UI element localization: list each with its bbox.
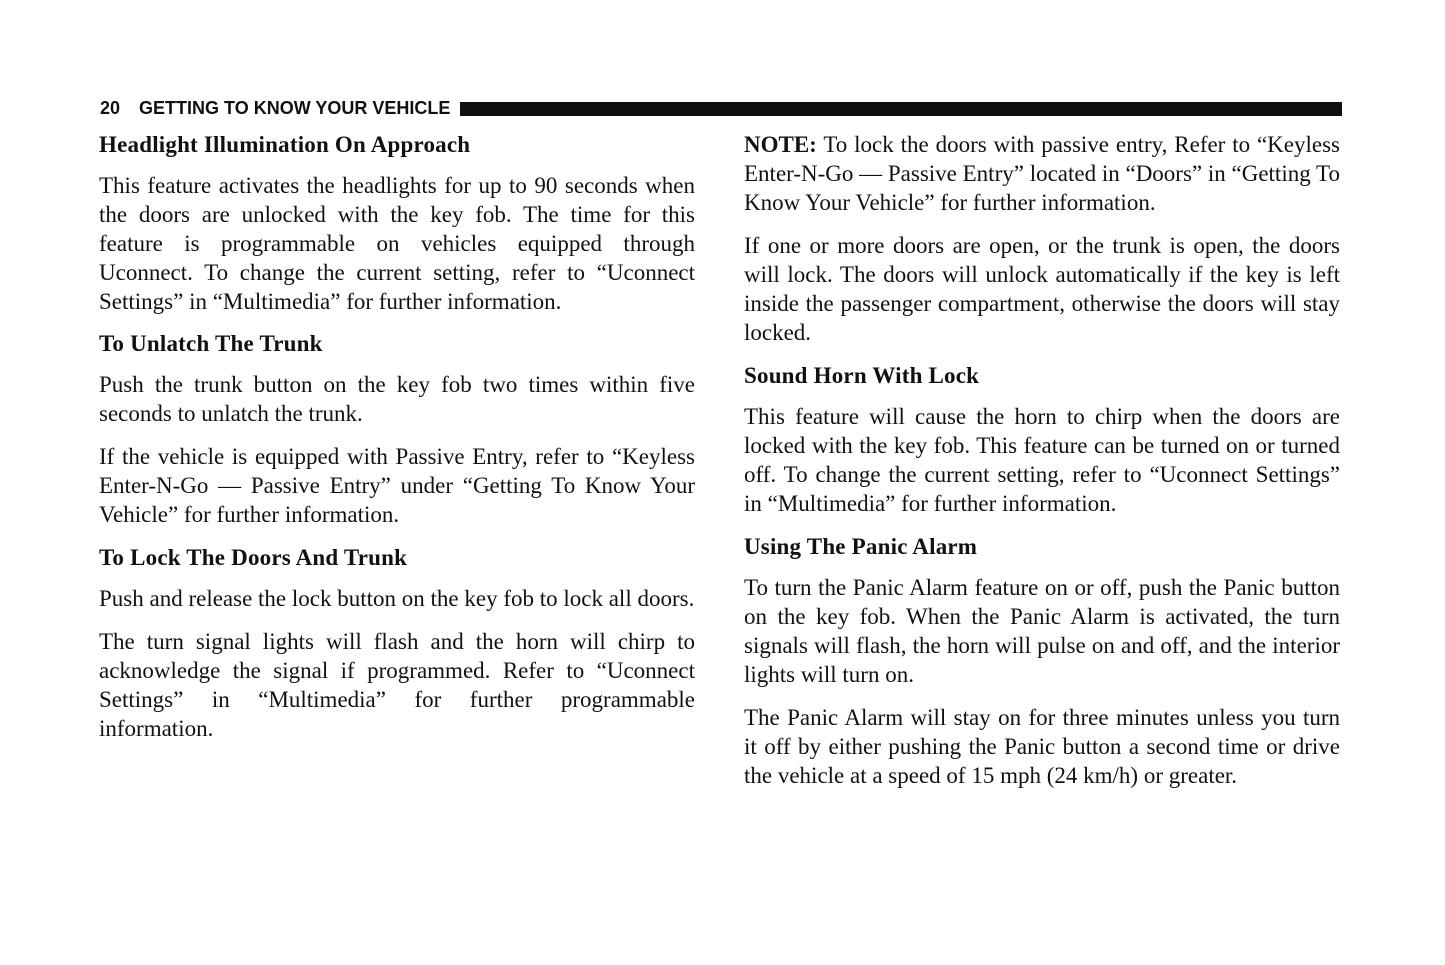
paragraph-unlatch-trunk: Push the trunk button on the key fob two times within five seconds to unlatch the trunk. <box>99 372 695 426</box>
header-rule-bar <box>460 102 1342 116</box>
heading-unlatch-trunk: To Unlatch The Trunk <box>99 331 323 356</box>
heading-sound-horn-lock: Sound Horn With Lock <box>744 363 980 388</box>
paragraph-lock-all-doors: Push and release the lock button on the key fob to lock all doors. <box>99 586 695 611</box>
paragraph-headlight-illumination: This feature activates the headlights for up to 90 seconds when the doors are unlocked with the key fob. The time for this feature is programmable on vehicles equipped through Uconnect. To change the current setting, refer to “Uconnect Settings” in “Multimedia” for further information. <box>99 173 695 314</box>
heading-panic-alarm: Using The Panic Alarm <box>744 534 978 559</box>
heading-headlight-illumination: Headlight Illumination On Approach <box>99 132 471 157</box>
right-column <box>744 130 1340 804</box>
paragraph-passive-entry-reference: If the vehicle is equipped with Passive Entry, refer to “Keyless Enter-N-Go — Passive Entry” under “Getting To Know Your Vehicle” for further information. <box>99 444 695 527</box>
note-passive-entry <box>744 130 1340 217</box>
paragraph-panic-alarm-duration: The Panic Alarm will stay on for three minutes unless you turn it off by either pushing the Panic button a second time or drive the vehicle at a speed of 15 mph (24 km/h) or greater. <box>744 705 1340 788</box>
note-label: NOTE: <box>744 132 817 157</box>
note-text: To lock the doors with passive entry, Refer to “Keyless Enter-N-Go — Passive Entry” located in “Doors” in “Getting To Know Your Vehicle” for further information. <box>744 132 1341 215</box>
paragraph-panic-alarm-activate: To turn the Panic Alarm feature on or off, push the Panic button on the key fob. When the Panic Alarm is activated, the turn signals will flash, the horn will pulse on and off, and the interior lights will turn on. <box>744 575 1340 687</box>
left-column <box>99 130 695 757</box>
paragraph-turn-signal-acknowledge: The turn signal lights will flash and the horn will chirp to acknowledge the signal if programmed. Refer to “Uconnect Settings” in “Multimedia” for further programmable information. <box>99 629 695 741</box>
heading-lock-doors-trunk: To Lock The Doors And Trunk <box>99 545 408 570</box>
page-number: 20 <box>100 97 121 118</box>
section-title: GETTING TO KNOW YOUR VEHICLE <box>139 97 451 118</box>
paragraph-doors-open-lock: If one or more doors are open, or the trunk is open, the doors will lock. The doors will unlock automatically if the key is left inside the passenger compartment, otherwise the doors will stay locked. <box>744 233 1340 345</box>
page-header <box>100 97 1342 119</box>
paragraph-sound-horn-lock: This feature will cause the horn to chirp when the doors are locked with the key fob. This feature can be turned on or turned off. To change the current setting, refer to “Uconnect Settings” in “Multimedia” for further information. <box>744 404 1340 516</box>
